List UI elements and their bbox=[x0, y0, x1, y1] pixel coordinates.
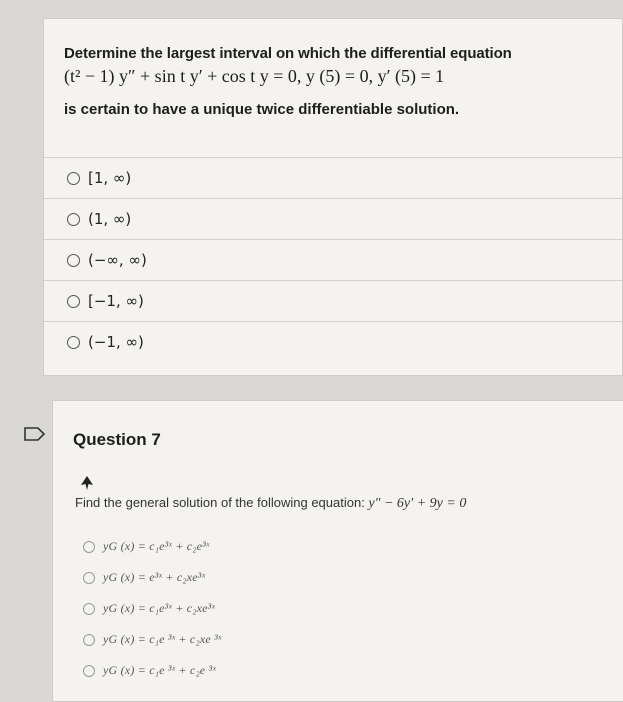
question-7-prompt bbox=[75, 495, 615, 512]
question-7-title: Question 7 bbox=[73, 430, 161, 449]
option-4[interactable] bbox=[83, 624, 603, 655]
prompt-line-1: Determine the largest interval on which the differential equation bbox=[64, 45, 512, 62]
option-label: (−∞, ∞) bbox=[88, 251, 147, 269]
option-1[interactable] bbox=[83, 531, 603, 562]
prompt-text: Find the general solution of the following equation: bbox=[75, 495, 365, 510]
option-3[interactable] bbox=[83, 593, 603, 624]
radio-icon[interactable] bbox=[83, 572, 95, 584]
option-2[interactable] bbox=[44, 198, 622, 239]
option-label: [−1, ∞) bbox=[88, 292, 144, 310]
option-5[interactable] bbox=[44, 321, 622, 362]
radio-icon[interactable] bbox=[67, 172, 80, 185]
radio-icon[interactable] bbox=[67, 254, 80, 267]
option-3[interactable] bbox=[44, 239, 622, 280]
radio-icon[interactable] bbox=[83, 665, 95, 677]
cursor-icon bbox=[81, 476, 93, 490]
option-label: yG (x) = c₁e ³ˣ + c₂xe ³ˣ bbox=[103, 632, 222, 646]
option-label: (1, ∞) bbox=[88, 210, 132, 228]
differential-equation: (t² − 1) y″ + sin t y′ + cos t y = 0, y (5) = 0, y′ (5) = 1 bbox=[64, 66, 445, 86]
question-6-prompt bbox=[64, 45, 604, 118]
radio-icon[interactable] bbox=[83, 541, 95, 553]
radio-icon[interactable] bbox=[67, 213, 80, 226]
option-label: (−1, ∞) bbox=[88, 333, 144, 351]
option-label: yG (x) = c₁e ³ˣ + c₂e ³ˣ bbox=[103, 663, 216, 677]
prompt-equation: y″ − 6y′ + 9y = 0 bbox=[368, 496, 467, 511]
option-label: yG (x) = c₁e³ˣ + c₂xe³ˣ bbox=[103, 601, 216, 615]
option-label: [1, ∞) bbox=[88, 169, 132, 187]
radio-icon[interactable] bbox=[83, 603, 95, 615]
option-1[interactable] bbox=[44, 157, 622, 198]
option-label: yG (x) = c₁e³ˣ + c₂e³ˣ bbox=[103, 539, 210, 553]
question-7-panel bbox=[52, 400, 623, 702]
option-label: yG (x) = e³ˣ + c₂xe³ˣ bbox=[103, 570, 206, 584]
question-6-options bbox=[44, 157, 622, 362]
question-7-options bbox=[83, 531, 603, 686]
option-5[interactable] bbox=[83, 655, 603, 686]
radio-icon[interactable] bbox=[83, 634, 95, 646]
flag-icon[interactable] bbox=[24, 427, 46, 441]
option-2[interactable] bbox=[83, 562, 603, 593]
question-6-panel bbox=[43, 18, 623, 376]
option-4[interactable] bbox=[44, 280, 622, 321]
prompt-line-2: is certain to have a unique twice differentiable solution. bbox=[64, 101, 460, 118]
radio-icon[interactable] bbox=[67, 336, 80, 349]
radio-icon[interactable] bbox=[67, 295, 80, 308]
